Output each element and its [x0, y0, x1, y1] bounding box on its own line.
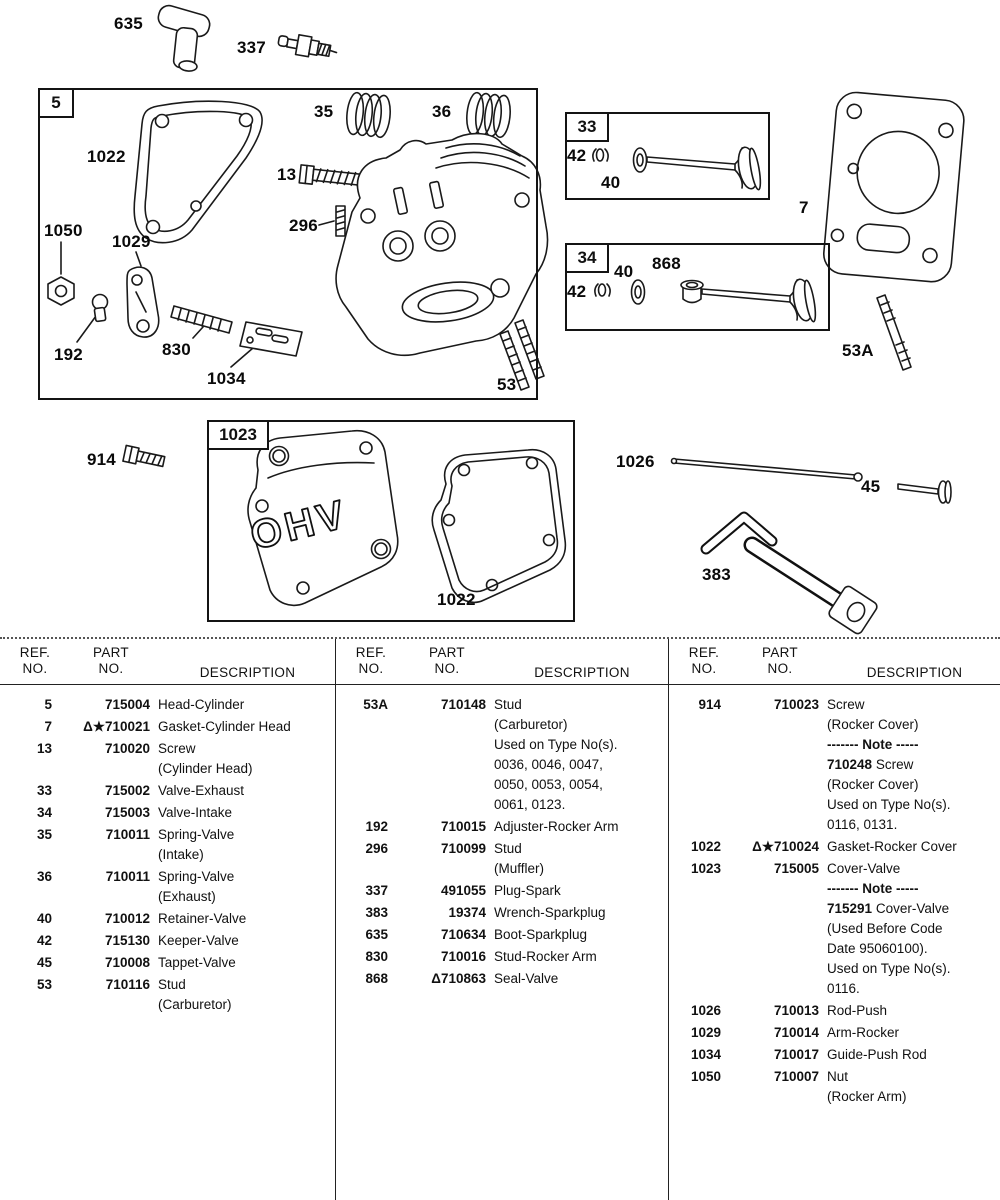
description-line: Stud-Rocker Arm [494, 949, 597, 964]
description-line: Gasket-Rocker Cover [827, 839, 957, 854]
spark-plug-icon [277, 31, 339, 61]
header-description: DESCRIPTION [534, 665, 630, 680]
description-line: 0116, 0131. [827, 817, 898, 832]
description-line: 710248 Screw [827, 757, 914, 772]
part-row-5 [6, 695, 333, 715]
part-label-45: 45 [861, 477, 881, 496]
description-line: Retainer-Valve [158, 911, 247, 926]
description-line: (Used Before Code [827, 921, 943, 936]
header-part [735, 645, 825, 681]
description-cell [827, 1001, 998, 1021]
description-line: Used on Type No(s). [827, 961, 951, 976]
description-line: Used on Type No(s). [494, 737, 618, 752]
description-cell [158, 695, 333, 715]
description-cell [158, 975, 333, 1015]
part-label-383: 383 [702, 565, 731, 584]
ref-no-cell: 868 [365, 971, 388, 986]
part-row-830 [342, 947, 666, 967]
description-line: Spring-Valve [158, 869, 235, 884]
header-ref-line1: REF. [688, 645, 720, 660]
part-label-635: 635 [114, 14, 143, 33]
description-line: Screw [158, 741, 196, 756]
description-cell [158, 803, 333, 823]
description-line: 0116. [827, 981, 860, 996]
description-line: (Cylinder Head) [158, 761, 253, 776]
part-label-337: 337 [237, 38, 266, 57]
part-no-cell: 710008 [104, 955, 150, 970]
part-no-cell: 710023 [773, 697, 819, 712]
group-box-label-5: 5 [38, 88, 74, 118]
description-cell [494, 903, 666, 923]
description-line: Plug-Spark [494, 883, 561, 898]
part-row-40 [6, 909, 333, 929]
part-no-cell: 710012 [104, 911, 150, 926]
description-line: (Rocker Arm) [827, 1089, 907, 1104]
description-line: (Exhaust) [158, 889, 216, 904]
ref-no-cell: 7 [44, 719, 52, 734]
description-line: Guide-Push Rod [827, 1047, 927, 1062]
part-no-cell: 710011 [105, 827, 150, 842]
description-line: Head-Cylinder [158, 697, 245, 712]
description-line: Rod-Push [827, 1003, 888, 1018]
description-cell [827, 1045, 998, 1065]
table-column-2 [335, 639, 668, 1200]
description-cell [158, 867, 333, 907]
parts-rows-1 [6, 685, 335, 1015]
header-ref [12, 645, 58, 681]
header-part-line1: PART [429, 645, 465, 660]
part-no-cell: 710020 [104, 741, 150, 756]
ref-no-cell: 383 [365, 905, 388, 920]
description-line: Spring-Valve [158, 827, 235, 842]
ref-no-cell: 33 [36, 783, 52, 798]
parts-rows-3 [675, 685, 1000, 1107]
part-row-34 [6, 803, 333, 823]
group-box-34 [565, 243, 830, 331]
description-line: Adjuster-Rocker Arm [494, 819, 619, 834]
part-label-53A: 53A [842, 341, 874, 360]
description-line: Used on Type No(s). [827, 797, 951, 812]
part-label-35: 35 [314, 102, 334, 121]
part-no-cell: 710116 [105, 977, 150, 992]
gasket-plate-icon [822, 91, 965, 283]
part-no-cell: 19374 [448, 905, 486, 920]
description-cell [494, 817, 666, 837]
part-row-45 [6, 953, 333, 973]
header-ref-line2: NO. [22, 661, 48, 676]
description-cell [494, 839, 666, 879]
ref-no-cell: 635 [365, 927, 388, 942]
part-no-cell: 710011 [105, 869, 150, 884]
description-cell [158, 717, 333, 737]
description-line: Stud [494, 697, 522, 712]
part-label-7: 7 [799, 198, 809, 217]
description-line: Tappet-Valve [158, 955, 236, 970]
parts-rows-2 [342, 685, 668, 989]
description-line: (Carburetor) [158, 997, 232, 1012]
part-label-13: 13 [277, 165, 297, 184]
part-no-cell: 715130 [104, 933, 150, 948]
ref-no-cell: 1022 [690, 839, 721, 854]
part-row-1034 [675, 1045, 998, 1065]
part-row-1026 [675, 1001, 998, 1021]
group-box-33 [565, 112, 770, 200]
description-cell [494, 925, 666, 945]
header-part-line2: NO. [767, 661, 793, 676]
description-line: Gasket-Cylinder Head [158, 719, 291, 734]
ref-no-cell: 830 [365, 949, 388, 964]
description-cell [158, 909, 333, 929]
header-description: DESCRIPTION [866, 665, 963, 680]
header-ref [681, 645, 727, 681]
ref-no-cell: 192 [365, 819, 388, 834]
description-line: Nut [827, 1069, 849, 1084]
ref-no-cell: 337 [365, 883, 388, 898]
header-part [66, 645, 156, 681]
group-box-1023 [207, 420, 575, 622]
description-line: Cover-Valve [827, 861, 901, 876]
part-label-1026: 1026 [616, 452, 655, 471]
ref-no-cell: 1034 [690, 1047, 721, 1062]
description-line: 0036, 0046, 0047, [494, 757, 603, 772]
part-label-40: 40 [614, 262, 634, 281]
description-line: ------- Note ----- [827, 881, 919, 896]
description-line: (Rocker Cover) [827, 717, 919, 732]
header-ref-line1: REF. [19, 645, 51, 660]
description-line: ------- Note ----- [827, 737, 919, 752]
part-no-cell: 710148 [440, 697, 486, 712]
part-row-1050 [675, 1067, 998, 1107]
description-line: (Intake) [158, 847, 204, 862]
description-cell [158, 825, 333, 865]
rod-push-icon [672, 459, 863, 482]
description-line: Seal-Valve [494, 971, 559, 986]
header-description: DESCRIPTION [199, 665, 296, 680]
part-row-1022 [675, 837, 998, 857]
group-box-label-34: 34 [565, 243, 609, 273]
part-label-40: 40 [601, 173, 621, 192]
description-line: Boot-Sparkplug [494, 927, 588, 942]
part-label-914: 914 [87, 450, 116, 469]
ref-no-cell: 914 [698, 697, 721, 712]
part-row-1023 [675, 859, 998, 999]
description-line: Date 95060100). [827, 941, 928, 956]
part-row-383 [342, 903, 666, 923]
description-cell [158, 953, 333, 973]
description-cell [494, 947, 666, 967]
description-line: Stud [494, 841, 522, 856]
ref-no-cell: 35 [36, 827, 52, 842]
part-no-cell: Δ★710024 [752, 839, 819, 854]
part-row-868 [342, 969, 666, 989]
description-cell [827, 695, 998, 835]
description-line: (Carburetor) [494, 717, 568, 732]
description-line: 0050, 0053, 0054, [494, 777, 603, 792]
description-cell [158, 781, 333, 801]
part-no-cell: 715004 [104, 697, 150, 712]
part-label-1034: 1034 [207, 369, 246, 388]
part-label-1029: 1029 [112, 232, 151, 251]
part-no-cell: 491055 [440, 883, 486, 898]
ref-no-cell: 1026 [690, 1003, 721, 1018]
ref-no-cell: 296 [365, 841, 388, 856]
screw-rocker-cover-icon [123, 445, 165, 469]
ref-no-cell: 42 [36, 933, 52, 948]
part-label-1050: 1050 [44, 221, 83, 240]
header-part-line2: NO. [434, 661, 460, 676]
description-line: 0061, 0123. [494, 797, 566, 812]
part-row-1029 [675, 1023, 998, 1043]
part-label-42: 42 [567, 282, 587, 301]
group-box-label-1023: 1023 [207, 420, 269, 450]
part-no-cell: 710015 [440, 819, 486, 834]
ref-no-cell: 36 [36, 869, 52, 884]
part-row-53 [6, 975, 333, 1015]
description-cell [494, 969, 666, 989]
part-no-cell: 710017 [773, 1047, 819, 1062]
description-cell [827, 859, 998, 999]
header-ref-line1: REF. [355, 645, 387, 660]
ohv-text: OHV [246, 491, 353, 559]
table-column-1 [0, 639, 335, 1200]
part-row-35 [6, 825, 333, 865]
description-cell [827, 1023, 998, 1043]
header-ref-line2: NO. [358, 661, 384, 676]
part-row-192 [342, 817, 666, 837]
part-no-cell: 710014 [773, 1025, 819, 1040]
description-line: Valve-Exhaust [158, 783, 245, 798]
description-line: (Muffler) [494, 861, 545, 876]
header-ref-line2: NO. [691, 661, 717, 676]
part-label-868: 868 [652, 254, 681, 273]
part-no-cell: 715005 [773, 861, 819, 876]
boot-sparkplug-icon [156, 3, 212, 72]
part-row-7 [6, 717, 333, 737]
part-row-337 [342, 881, 666, 901]
description-line: 715291 Cover-Valve [827, 901, 950, 916]
sparkplug-wrench-icon [706, 517, 879, 635]
header-part-line1: PART [762, 645, 798, 660]
ref-no-cell: 53A [363, 697, 388, 712]
description-line: Wrench-Sparkplug [494, 905, 606, 920]
header-ref [348, 645, 394, 681]
part-row-296 [342, 839, 666, 879]
part-no-cell: 715002 [104, 783, 150, 798]
parts-table [0, 637, 1000, 1200]
part-row-33 [6, 781, 333, 801]
description-cell [827, 1067, 998, 1107]
description-cell [494, 881, 666, 901]
table-column-3 [668, 639, 1000, 1200]
header-part-line2: NO. [98, 661, 124, 676]
ref-no-cell: 53 [36, 977, 52, 992]
part-label-192: 192 [54, 345, 83, 364]
header-part [402, 645, 492, 681]
part-label-830: 830 [162, 340, 191, 359]
part-no-cell: 710634 [440, 927, 486, 942]
part-row-42 [6, 931, 333, 951]
description-cell [158, 931, 333, 951]
description-line: (Rocker Cover) [827, 777, 919, 792]
part-no-cell: 710007 [773, 1069, 819, 1084]
part-no-cell: Δ710863 [431, 971, 486, 986]
part-row-13 [6, 739, 333, 779]
part-label-42: 42 [567, 146, 587, 165]
ref-no-cell: 34 [36, 805, 52, 820]
description-line: Valve-Intake [158, 805, 233, 820]
description-cell [158, 739, 333, 779]
part-no-cell: 710099 [440, 841, 486, 856]
part-label-1022: 1022 [87, 147, 126, 166]
ref-no-cell: 1023 [690, 861, 721, 876]
part-row-635 [342, 925, 666, 945]
ref-no-cell: 40 [36, 911, 52, 926]
part-label-53: 53 [497, 375, 517, 394]
description-line: Keeper-Valve [158, 933, 239, 948]
tappet-valve-icon [898, 481, 951, 503]
part-no-cell: 710016 [440, 949, 486, 964]
table-header-3 [669, 639, 1000, 685]
part-row-53A [342, 695, 666, 815]
header-part-line1: PART [93, 645, 129, 660]
ref-no-cell: 1029 [690, 1025, 721, 1040]
part-row-914 [675, 695, 998, 835]
ref-no-cell: 1050 [690, 1069, 721, 1084]
part-no-cell: 710013 [773, 1003, 819, 1018]
part-label-1022: 1022 [437, 590, 476, 609]
part-no-cell: Δ★710021 [83, 719, 150, 734]
ref-no-cell: 45 [36, 955, 52, 970]
stud-53a-icon [877, 295, 911, 370]
part-no-cell: 715003 [104, 805, 150, 820]
description-cell [494, 695, 666, 815]
description-line: Screw [827, 697, 865, 712]
description-cell [827, 837, 998, 857]
ref-no-cell: 13 [36, 741, 52, 756]
part-row-36 [6, 867, 333, 907]
group-box-label-33: 33 [565, 112, 609, 142]
description-line: Arm-Rocker [827, 1025, 900, 1040]
description-line: Stud [158, 977, 186, 992]
table-header-2 [336, 639, 668, 685]
part-label-36: 36 [432, 102, 452, 121]
table-header-1 [0, 639, 335, 685]
ref-no-cell: 5 [44, 697, 52, 712]
part-label-296: 296 [289, 216, 318, 235]
